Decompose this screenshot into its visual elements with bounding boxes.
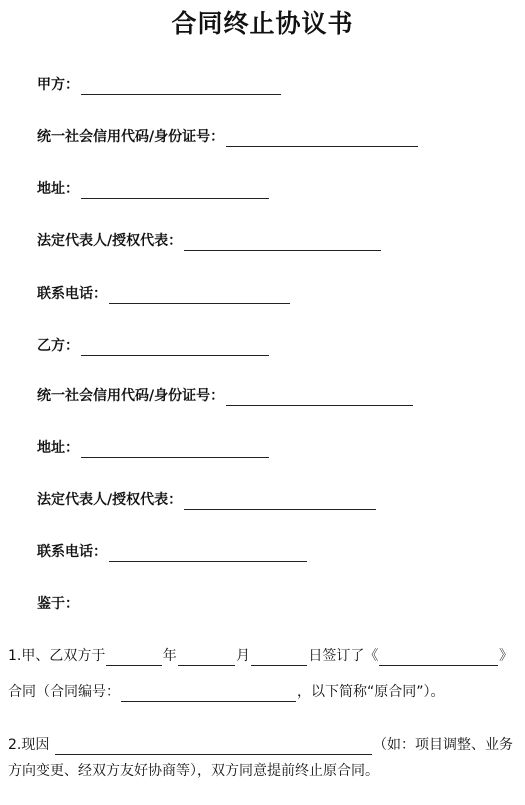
- party-b-representative-label: 法定代表人/授权代表：: [37, 492, 183, 508]
- termination-reason-blank[interactable]: [55, 739, 372, 755]
- party-a-representative-blank[interactable]: [184, 235, 381, 251]
- party-b-name-row: [37, 336, 269, 356]
- clause-1-prefix: 1.甲、乙双方于: [8, 648, 106, 664]
- party-a-address-label: 地址：: [37, 181, 79, 197]
- party-b-address-row: [37, 438, 269, 458]
- party-b-address-blank[interactable]: [81, 442, 269, 458]
- month-label: 月: [236, 648, 251, 664]
- signing-month-blank[interactable]: [178, 650, 235, 666]
- party-a-phone-blank[interactable]: [109, 288, 290, 304]
- party-a-name-blank[interactable]: [81, 79, 281, 95]
- whereas-label: 鉴于：: [37, 596, 79, 612]
- party-b-representative-row: [37, 490, 376, 510]
- day-signed-label: 日签订了《: [308, 648, 379, 664]
- party-a-representative-label: 法定代表人/授权代表：: [37, 233, 183, 249]
- party-b-credit-code-label: 统一社会信用代码/身份证号：: [37, 388, 225, 404]
- party-a-address-blank[interactable]: [81, 183, 269, 199]
- year-label: 年: [162, 648, 177, 664]
- clause-1-line-2: [8, 682, 513, 702]
- party-b-name-label: 乙方：: [37, 338, 79, 354]
- clause-1-line-1: [8, 646, 513, 666]
- party-a-credit-code-row: [37, 127, 418, 147]
- clause-2-line-2: [8, 761, 513, 781]
- party-a-address-row: [37, 179, 269, 199]
- contract-number-blank[interactable]: [121, 686, 296, 702]
- party-b-credit-code-blank[interactable]: [226, 390, 413, 406]
- party-a-phone-row: [37, 284, 290, 304]
- party-b-address-label: 地址：: [37, 440, 79, 456]
- party-b-name-blank[interactable]: [81, 340, 269, 356]
- party-b-phone-row: [37, 542, 307, 562]
- party-b-representative-blank[interactable]: [184, 494, 376, 510]
- close-quote: 》: [499, 648, 513, 664]
- party-a-credit-code-blank[interactable]: [226, 131, 418, 147]
- party-b-credit-code-row: [37, 386, 413, 406]
- document-title: 合同终止协议书: [171, 9, 354, 38]
- party-a-representative-row: [37, 231, 381, 251]
- clause-1-line-2-prefix: 合同（合同编号：: [8, 684, 120, 700]
- clause-1-line-2-suffix: ，以下简称“原合同”）。: [297, 684, 445, 700]
- party-b-phone-blank[interactable]: [109, 546, 307, 562]
- party-a-name-label: 甲方：: [37, 77, 79, 93]
- party-a-phone-label: 联系电话：: [37, 286, 107, 302]
- signing-day-blank[interactable]: [251, 650, 307, 666]
- party-a-name-row: [37, 75, 281, 95]
- party-b-phone-label: 联系电话：: [37, 544, 107, 560]
- signing-year-blank[interactable]: [106, 650, 161, 666]
- party-a-credit-code-label: 统一社会信用代码/身份证号：: [37, 129, 225, 145]
- clause-2-line-2: 方向变更、经双方友好协商等），双方同意提前终止原合同。: [8, 763, 379, 779]
- whereas-heading: [37, 594, 79, 614]
- clause-2-prefix: 2.现因: [8, 737, 54, 753]
- clause-2-suffix: （如：项目调整、业务: [373, 737, 513, 753]
- contract-name-blank[interactable]: [379, 650, 498, 666]
- clause-2-line-1: [8, 735, 513, 755]
